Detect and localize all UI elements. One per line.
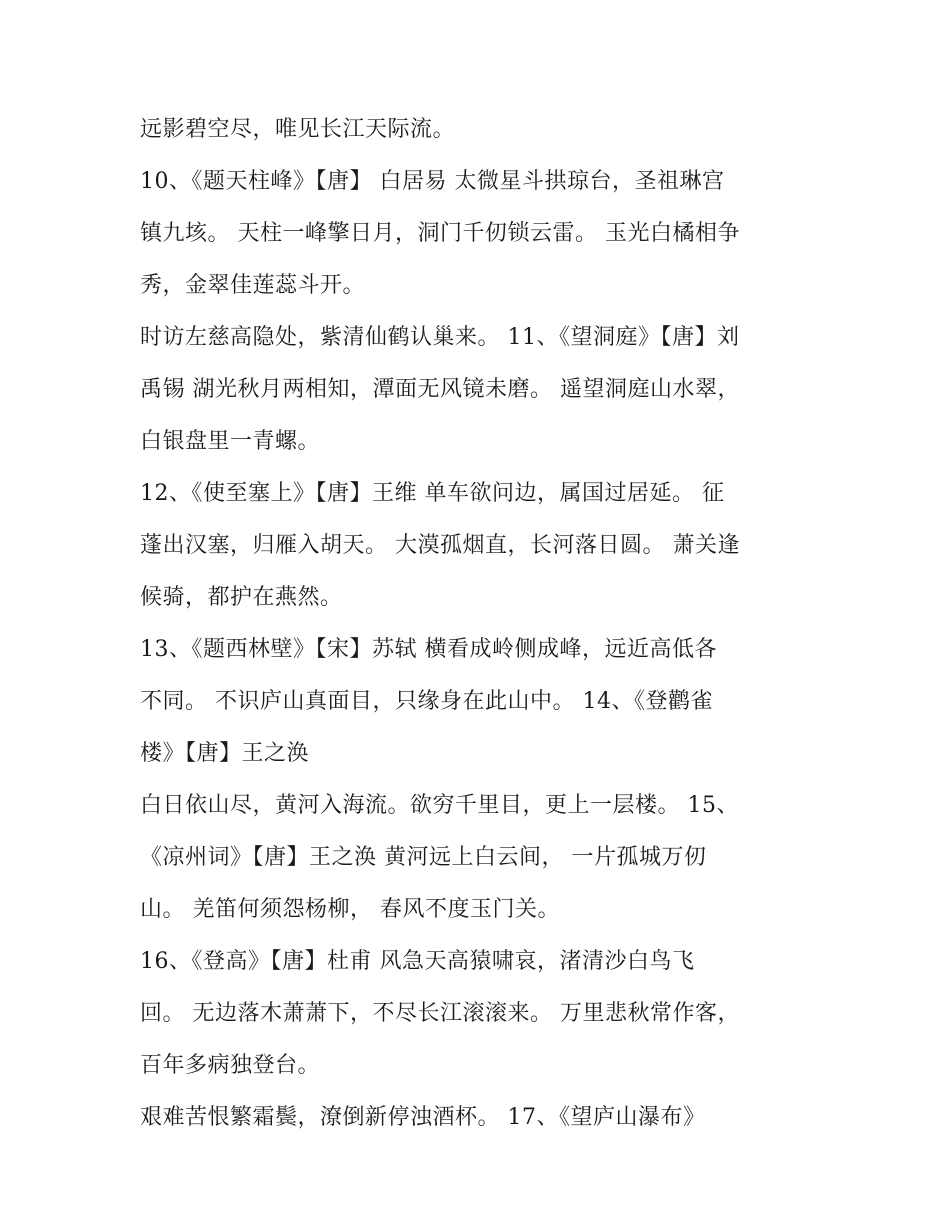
text-line: 蓬出汉塞，归雁入胡天。 大漠孤烟直，长河落日圆。 萧关逢 [140,533,740,558]
text-line: 秀，金翠佳莲蕊斗开。 [140,273,366,298]
text-line: 12、《使至塞上》【唐】王维 单车欲问边，属国过居延。 征 [140,481,725,506]
text-line: 16、《登高》【唐】杜甫 风急天高猿啸哀，渚清沙白鸟飞 [140,949,695,974]
text-line: 镇九垓。 天柱一峰擎日月，洞门千仞锁云雷。 玉光白橘相争 [140,221,740,246]
text-line: 时访左慈高隐处，紫清仙鹤认巢来。 11、《望洞庭》【唐】刘 [140,325,740,350]
text-line: 艰难苦恨繁霜鬓，潦倒新停浊酒杯。 17、《望庐山瀑布》 [140,1105,706,1130]
text-line: 候骑，都护在燕然。 [140,585,343,610]
text-line: 13、《题西林壁》【宋】苏轼 横看成岭侧成峰，远近高低各 [140,637,717,662]
text-line: 白日依山尽，黄河入海流。欲穷千里目，更上一层楼。 15、 [140,793,739,818]
text-line: 回。 无边落木萧萧下，不尽长江滚滚来。 万里悲秋常作客， [140,1001,740,1026]
text-line: 《凉州词》【唐】王之涣 黄河远上白云间， 一片孤城万仞 [140,845,707,870]
text-line: 楼》【唐】王之涣 [140,741,310,766]
text-line: 不同。 不识庐山真面目，只缘身在此山中。 14、《登鹳雀 [140,689,713,714]
poem-text-block [140,104,830,1144]
text-line: 百年多病独登台。 [140,1053,321,1078]
text-line: 10、《题天柱峰》【唐】 白居易 太微星斗拱琼台，圣祖琳宫 [140,169,725,194]
text-line: 远影碧空尽，唯见长江天际流。 [140,117,456,142]
text-line: 山。 羌笛何须怨杨柳， 春风不度玉门关。 [140,897,560,922]
text-line: 禹锡 湖光秋月两相知，潭面无风镜未磨。 遥望洞庭山水翠， [140,377,740,402]
text-line: 白银盘里一青螺。 [140,429,321,454]
